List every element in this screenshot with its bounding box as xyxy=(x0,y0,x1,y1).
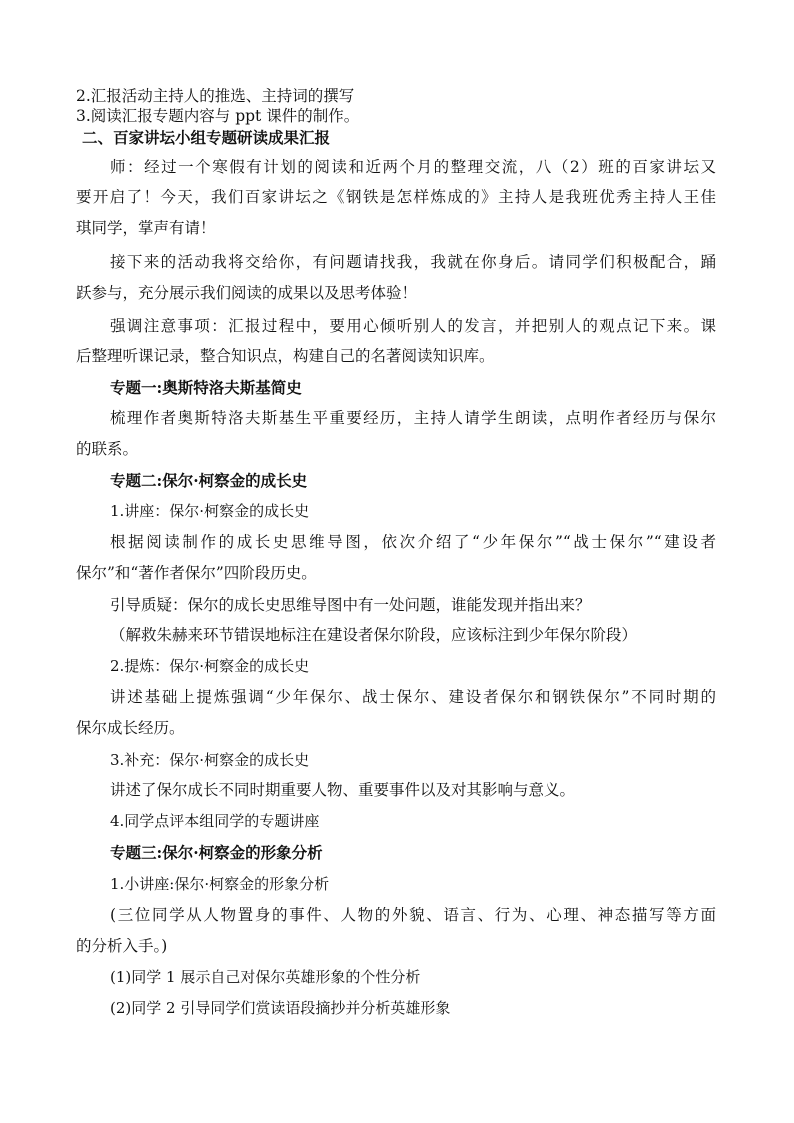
paragraph-line: 琪同学，掌声有请！ xyxy=(76,219,216,237)
topic-heading-2: 专题二:保尔·柯察金的成长史 xyxy=(110,471,308,490)
list-item-2: 2.汇报活动主持人的推选、主持词的撰写 xyxy=(76,87,355,105)
paragraph-line: 引导质疑：保尔的成长史思维导图中有一处问题，谁能发现并指出来？ xyxy=(110,596,591,614)
subtopic-line: 2.提炼：保尔·柯察金的成长史 xyxy=(110,657,310,675)
paragraph-line: （解救朱赫来环节错误地标注在建设者保尔阶段，应该标注到少年保尔阶段） xyxy=(110,626,638,644)
paragraph-line: 接下来的活动我将交给你，有问题请找我，我就在你身后。请同学们积极配合，踊 xyxy=(110,253,716,271)
subtopic-line: 3.补充：保尔·柯察金的成长史 xyxy=(110,751,310,769)
paragraph-line: 的分析入手。) xyxy=(76,937,168,955)
subtopic-line: 4.同学点评本组同学的专题讲座 xyxy=(110,812,320,830)
subtopic-line: (2)同学 2 引导同学们赏读语段摘抄并分析英雄形象 xyxy=(110,999,451,1017)
list-item-3: 3.阅读汇报专题内容与 ppt 课件的制作。 xyxy=(76,107,360,125)
topic-heading-1: 专题一:奥斯特洛夫斯基简史 xyxy=(110,378,302,397)
topic-heading-3: 专题三:保尔·柯察金的形象分析 xyxy=(110,843,323,862)
paragraph-line: 要开启了！今天，我们百家讲坛之《钢铁是怎样炼成的》主持人是我班优秀主持人王佳 xyxy=(76,188,716,206)
paragraph-line: 师：经过一个寒假有计划的阅读和近两个月的整理交流，八（2）班的百家讲坛又 xyxy=(110,158,716,176)
paragraph-line: 强调注意事项：汇报过程中，要用心倾听别人的发言，并把别人的观点记下来。课 xyxy=(110,317,716,335)
section-heading-2: 二、百家讲坛小组专题研读成果汇报 xyxy=(82,128,331,147)
paragraph-line: 保尔”和“著作者保尔”四阶段历史。 xyxy=(76,564,317,582)
paragraph-line: (三位同学从人物置身的事件、人物的外貌、语言、行为、心理、神态描写等方面 xyxy=(110,906,716,924)
subtopic-line: 1.小讲座:保尔·柯察金的形象分析 xyxy=(110,875,330,893)
paragraph-line: 讲述了保尔成长不同时期重要人物、重要事件以及对其影响与意义。 xyxy=(110,781,576,799)
paragraph-line: 保尔成长经历。 xyxy=(76,719,185,737)
subtopic-line: (1)同学 1 展示自己对保尔英雄形象的个性分析 xyxy=(110,968,421,986)
subtopic-line: 1.讲座：保尔·柯察金的成长史 xyxy=(110,502,310,520)
paragraph-line: 讲述基础上提炼强调“少年保尔、战士保尔、建设者保尔和钢铁保尔”不同时期的 xyxy=(110,688,716,706)
paragraph-line: 梳理作者奥斯特洛夫斯基生平重要经历，主持人请学生朗读，点明作者经历与保尔 xyxy=(110,409,716,427)
paragraph-line: 的联系。 xyxy=(76,440,139,458)
paragraph-line: 根据阅读制作的成长史思维导图，依次介绍了“少年保尔”“战士保尔”“建设者 xyxy=(110,533,716,551)
paragraph-line: 后整理听课记录，整合知识点，构建自己的名著阅读知识库。 xyxy=(76,347,495,365)
paragraph-line: 跃参与，充分展示我们阅读的成果以及思考体验！ xyxy=(76,284,418,302)
